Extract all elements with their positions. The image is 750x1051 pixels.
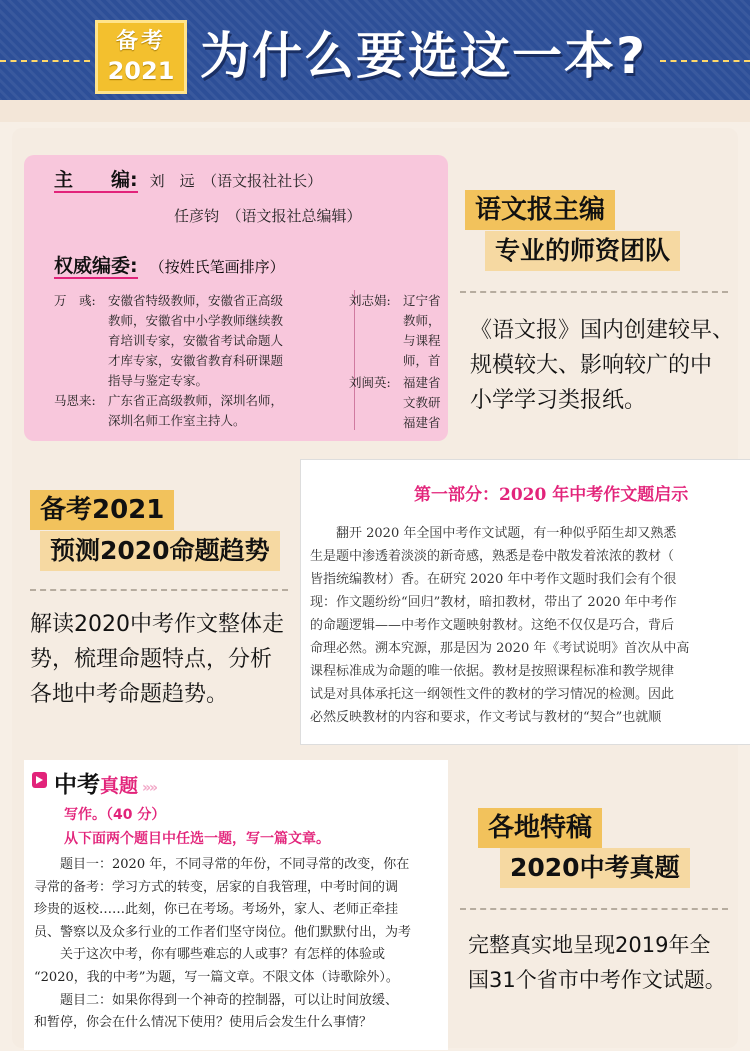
board-member	[54, 291, 354, 401]
board-note: （按姓氏笔画排序）	[149, 258, 285, 276]
chief-editor-2: 任彦钧 （语文报社总编辑）	[174, 207, 362, 225]
badge-line2: 2021	[107, 57, 175, 85]
exam-body	[34, 854, 448, 1035]
member-desc	[108, 391, 283, 431]
header-dash-right	[660, 60, 750, 64]
section3-text	[468, 928, 726, 998]
section3-line: 完整真实地呈现2019年全	[468, 933, 711, 957]
section2-tag2: 预测2020命题趋势	[40, 531, 280, 571]
chief-editor-label: 主 编:	[54, 169, 138, 191]
section2-line: 各地中考命题趋势。	[30, 682, 229, 707]
section1-line: 《语文报》国内创建较早、	[470, 318, 735, 343]
section3-tag1: 各地特稿	[478, 808, 602, 848]
exam-line: “2020，我的中考”为题，写一篇文章。不限文体（诗歌除外）。	[34, 969, 399, 985]
excerpt-article-title: 第一部分：2020 年中考作文题启示	[414, 485, 689, 505]
member-line: 深圳名师工作室主持人。	[108, 413, 246, 428]
member-desc	[108, 291, 283, 391]
exam-heading	[54, 766, 156, 799]
member-name: 刘志娟:	[349, 293, 391, 308]
article-line: 课程标准成为命题的唯一依据。教材是按照课程标准和教学规律	[310, 664, 675, 679]
board-member	[349, 373, 448, 437]
section3-line: 国31个省市中考作文试题。	[468, 968, 726, 992]
chief-editor-1: 刘 远 （语文报社社长）	[149, 172, 323, 190]
board-member	[54, 391, 354, 435]
exam-line: 员、警察以及众多行业的工作者们坚守岗位。他们默默付出，为考	[34, 924, 412, 940]
article-line: 必然反映教材的内容和要求，作文考试与教材的“契合”也就顺	[310, 710, 662, 725]
page-title: 为什么要选这一本?	[200, 27, 648, 85]
member-line: 广东省正高级教师，深圳名师，	[108, 393, 284, 408]
exam-prompt-1: 写作。（40 分）	[64, 807, 166, 823]
article-line: 命理必然。溯本究源，那是因为 2020 年《考试说明》首次从中高	[310, 641, 690, 656]
member-line: 教师，	[403, 313, 441, 328]
exam-line: 珍贵的返校……此刻，你已在考场。考场外，家人、老师正牵挂	[34, 902, 399, 918]
chevrons-icon: »»	[142, 780, 157, 796]
section2-line: 势，梳理命题特点，分析	[30, 647, 273, 672]
play-icon	[32, 772, 47, 788]
exam-line: 题目二：如果你得到一个神奇的控制器，可以让时间放缓、	[34, 992, 399, 1008]
excerpt-article-card	[300, 459, 750, 745]
article-line: 翻开 2020 年全国中考作文试题，有一种似乎陌生却又熟悉	[310, 526, 677, 541]
section2-line: 解读2020中考作文整体走	[30, 612, 284, 637]
member-name: 万 彧:	[54, 293, 96, 308]
member-line: 师，首	[403, 353, 441, 368]
article-line: 皆指统编教材）香。在研究 2020 年中考作文题时我们会有个很	[310, 572, 677, 587]
member-line: 辽宁省	[403, 293, 441, 308]
editors-card	[24, 155, 448, 441]
member-name: 刘闽英:	[349, 375, 391, 390]
section1-tag1: 语文报主编	[465, 190, 615, 230]
section1-line: 规模较大、影响较广的中	[470, 353, 713, 378]
board-label: 权威编委:	[54, 255, 138, 277]
section2-divider	[30, 589, 288, 591]
header-banner	[0, 0, 750, 122]
member-line: 与课程	[403, 333, 441, 348]
exam-line: 和暂停，你会在什么情况下使用？使用后会发生什么事情？	[34, 1015, 373, 1031]
section1-text	[470, 313, 734, 418]
exam-heading-sub: 真题	[100, 775, 139, 797]
exam-line: 关于这次中考，你有哪些难忘的人或事？有怎样的体验或	[34, 947, 386, 963]
exam-heading-main: 中考	[54, 772, 100, 798]
board-row	[54, 251, 285, 278]
article-line: 生是题中渗透着淡淡的新奇感，熟悉是卷中散发着浓浓的教材（	[310, 549, 675, 564]
section1-line: 小学学习类报纸。	[470, 388, 647, 413]
article-line: 现：作文题纷纷“回归”教材，暗扣教材，带出了 2020 年中考作	[310, 595, 677, 610]
exam-line: 题目一：2020 年，不同寻常的年份，不同寻常的改变，你在	[34, 857, 410, 872]
member-line: 才库专家，安徽省教育科研课题	[108, 353, 284, 368]
year-badge	[95, 20, 187, 94]
section1-divider	[460, 291, 728, 293]
section2-tag1: 备考2021	[30, 490, 174, 530]
excerpt-article-body	[310, 522, 750, 729]
member-line: 福建省	[403, 415, 441, 430]
member-desc	[403, 291, 441, 371]
badge-line1: 备考	[115, 29, 166, 54]
article-line: 试是对具体承托这一纲领性文件的教材的学习情况的检测。因此	[310, 687, 675, 702]
member-line: 指导与鉴定专家。	[108, 373, 209, 388]
member-line: 教师，安徽省中小学教师继续教	[108, 313, 284, 328]
member-desc	[403, 373, 441, 433]
header-dash-left	[0, 60, 90, 64]
member-line: 文教研	[403, 395, 441, 410]
board-member	[349, 291, 448, 381]
member-line: 育培训专家，安徽省考试命题人	[108, 333, 284, 348]
article-line: 的命题逻辑——中考作文题映射教材。这绝不仅仅是巧合，背后	[310, 618, 675, 633]
section3-divider	[460, 908, 728, 910]
exam-prompt-2: 从下面两个题目中任选一题，写一篇文章。	[64, 831, 330, 847]
member-line: 安徽省特级教师，安徽省正高级	[108, 293, 284, 308]
exam-line: 寻常的备考：学习方式的转变，居家的自我管理，中考时间的调	[34, 879, 399, 895]
section1-tag2: 专业的师资团队	[485, 231, 680, 271]
member-line: 福建省	[403, 375, 441, 390]
member-name: 马恩来:	[54, 393, 96, 408]
header-bottom-strip	[0, 100, 750, 122]
section2-text	[30, 607, 284, 712]
exam-question-card	[24, 760, 448, 1050]
section3-tag2: 2020中考真题	[500, 848, 690, 888]
chief-editor-row	[54, 165, 322, 192]
